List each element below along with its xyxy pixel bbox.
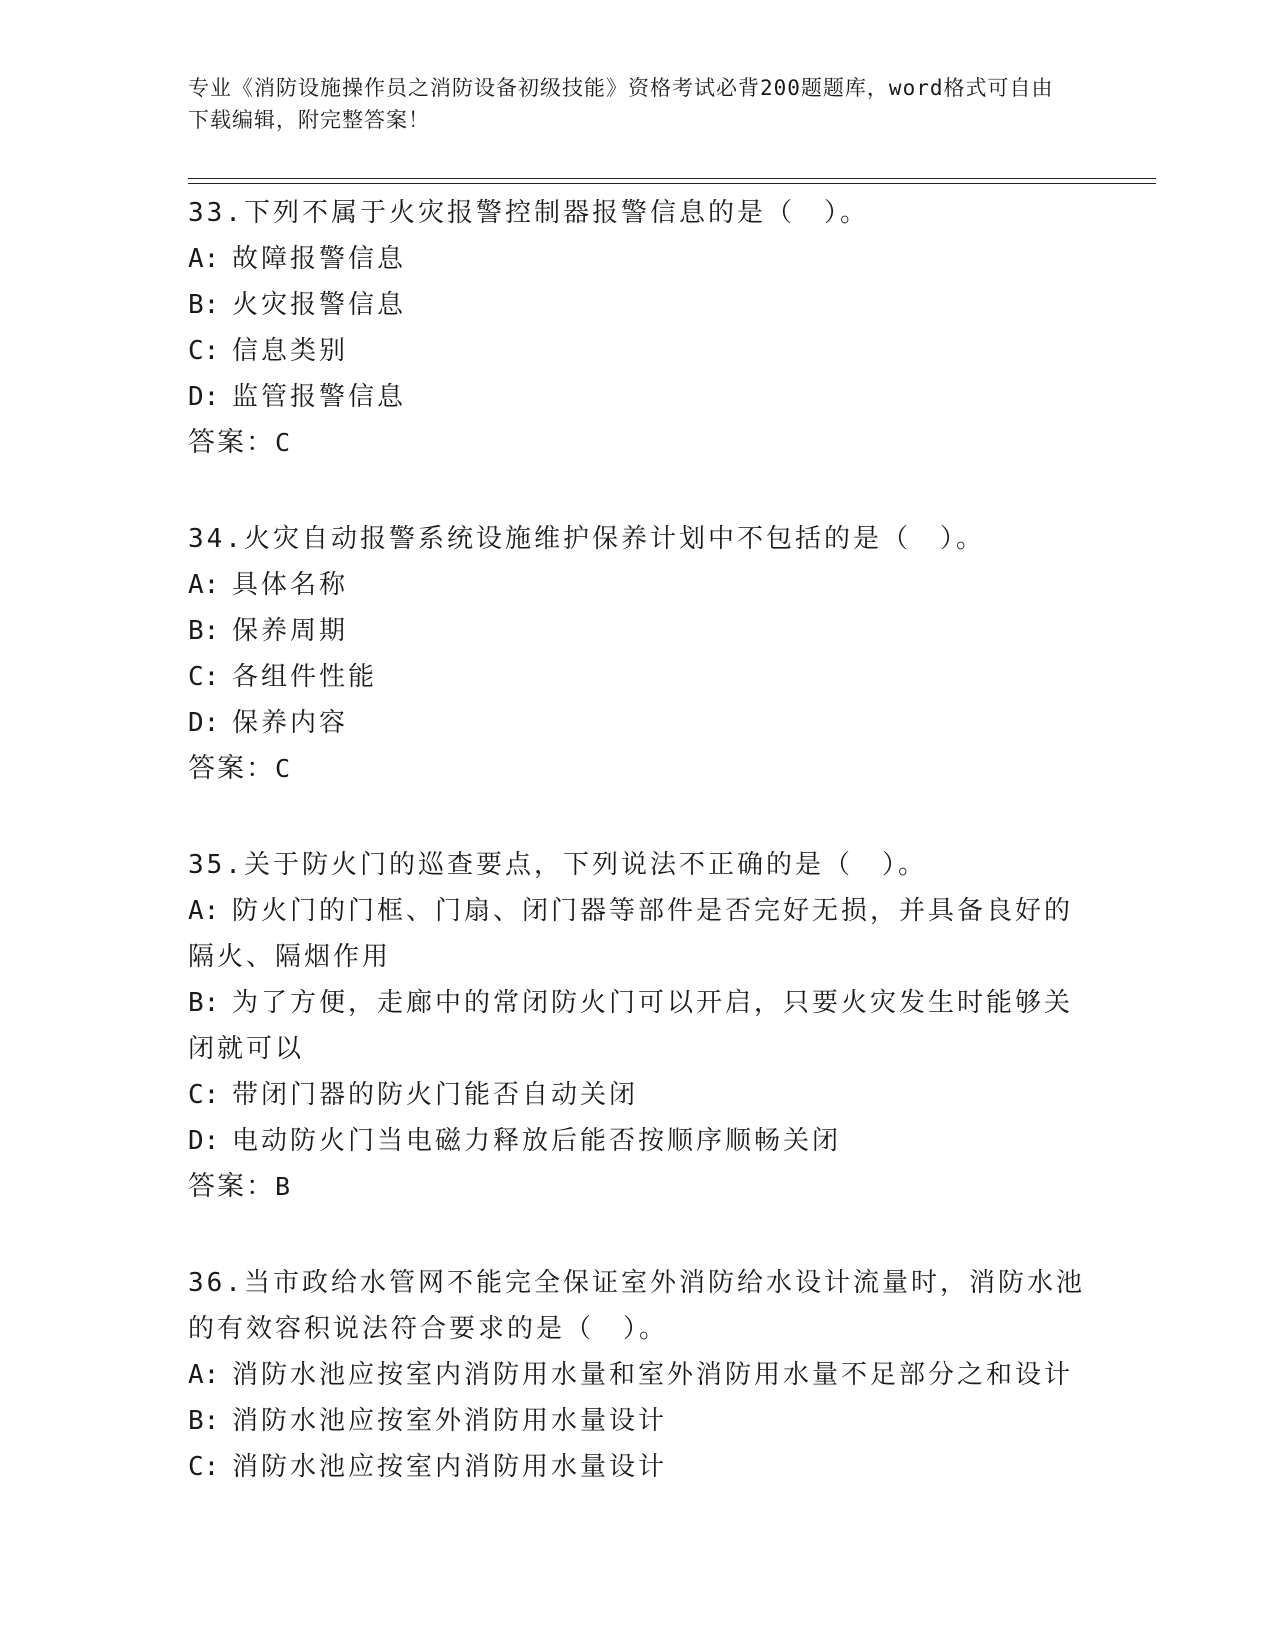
option-text: 具体名称 bbox=[232, 570, 349, 600]
option-b bbox=[188, 980, 1088, 1072]
option-text: 火灾报警信息 bbox=[232, 290, 407, 320]
option-d bbox=[188, 700, 1088, 746]
question-stem: 35.关于防火门的巡查要点，下列说法不正确的是（ ）。 bbox=[188, 850, 927, 880]
document-header: 专业《消防设施操作员之消防设备初级技能》资格考试必背200题题库，word格式可自由下载编辑，附完整答案！ bbox=[188, 76, 1054, 132]
question-list bbox=[188, 190, 1088, 1540]
question-stem: 36.当市政给水管网不能完全保证室外消防给水设计流量时，消防水池的有效容积说法符合要求的是（ ）。 bbox=[188, 1268, 1085, 1344]
option-letter: B: bbox=[188, 290, 220, 320]
option-letter: C: bbox=[188, 662, 220, 692]
option-c bbox=[188, 328, 1088, 374]
option-d bbox=[188, 374, 1088, 420]
option-text: 信息类别 bbox=[232, 336, 349, 366]
option-letter: A: bbox=[188, 896, 220, 926]
option-text: 故障报警信息 bbox=[232, 244, 407, 274]
answer-line bbox=[188, 1164, 1088, 1210]
question-stem: 33.下列不属于火灾报警控制器报警信息的是（ ）。 bbox=[188, 198, 869, 228]
option-text: 保养周期 bbox=[232, 616, 349, 646]
answer-label: 答案： bbox=[188, 753, 275, 784]
option-text: 消防水池应按室外消防用水量设计 bbox=[232, 1406, 668, 1436]
question-stem: 34.火灾自动报警系统设施维护保养计划中不包括的是（ ）。 bbox=[188, 524, 985, 554]
answer-value: C bbox=[275, 428, 293, 457]
option-text: 各组件性能 bbox=[232, 662, 378, 692]
question-33 bbox=[188, 190, 1088, 466]
option-text: 消防水池应按室内消防用水量设计 bbox=[232, 1452, 668, 1482]
answer-label: 答案： bbox=[188, 1171, 275, 1202]
option-b bbox=[188, 608, 1088, 654]
option-c bbox=[188, 1072, 1088, 1118]
answer-value: C bbox=[275, 754, 293, 783]
answer-line bbox=[188, 746, 1088, 792]
answer-line bbox=[188, 420, 1088, 466]
option-text: 带闭门器的防火门能否自动关闭 bbox=[232, 1080, 639, 1110]
option-letter: A: bbox=[188, 244, 220, 274]
option-text: 保养内容 bbox=[232, 708, 349, 738]
option-letter: C: bbox=[188, 1452, 220, 1482]
option-text: 电动防火门当电磁力释放后能否按顺序顺畅关闭 bbox=[232, 1126, 842, 1156]
option-text: 为了方便，走廊中的常闭防火门可以开启，只要火灾发生时能够关闭就可以 bbox=[188, 988, 1074, 1064]
option-letter: D: bbox=[188, 708, 220, 738]
header-divider-bottom bbox=[188, 183, 1156, 184]
header-divider-top bbox=[188, 178, 1156, 179]
question-36 bbox=[188, 1260, 1088, 1490]
question-35 bbox=[188, 842, 1088, 1210]
option-letter: B: bbox=[188, 988, 220, 1018]
option-text: 监管报警信息 bbox=[232, 382, 407, 412]
option-text: 防火门的门框、门扇、闭门器等部件是否完好无损，并具备良好的隔火、隔烟作用 bbox=[188, 896, 1074, 972]
option-a bbox=[188, 236, 1088, 282]
option-letter: A: bbox=[188, 570, 220, 600]
option-letter: A: bbox=[188, 1360, 220, 1390]
option-letter: B: bbox=[188, 616, 220, 646]
option-a bbox=[188, 888, 1088, 980]
option-letter: C: bbox=[188, 1080, 220, 1110]
option-c bbox=[188, 1444, 1088, 1490]
option-letter: D: bbox=[188, 1126, 220, 1156]
option-a bbox=[188, 1352, 1088, 1398]
option-a bbox=[188, 562, 1088, 608]
option-letter: C: bbox=[188, 336, 220, 366]
option-letter: D: bbox=[188, 382, 220, 412]
option-letter: B: bbox=[188, 1406, 220, 1436]
question-34 bbox=[188, 516, 1088, 792]
option-d bbox=[188, 1118, 1088, 1164]
option-b bbox=[188, 282, 1088, 328]
option-b bbox=[188, 1398, 1088, 1444]
answer-label: 答案： bbox=[188, 427, 275, 458]
option-text: 消防水池应按室内消防用水量和室外消防用水量不足部分之和设计 bbox=[232, 1360, 1074, 1390]
answer-value: B bbox=[275, 1172, 293, 1201]
option-c bbox=[188, 654, 1088, 700]
